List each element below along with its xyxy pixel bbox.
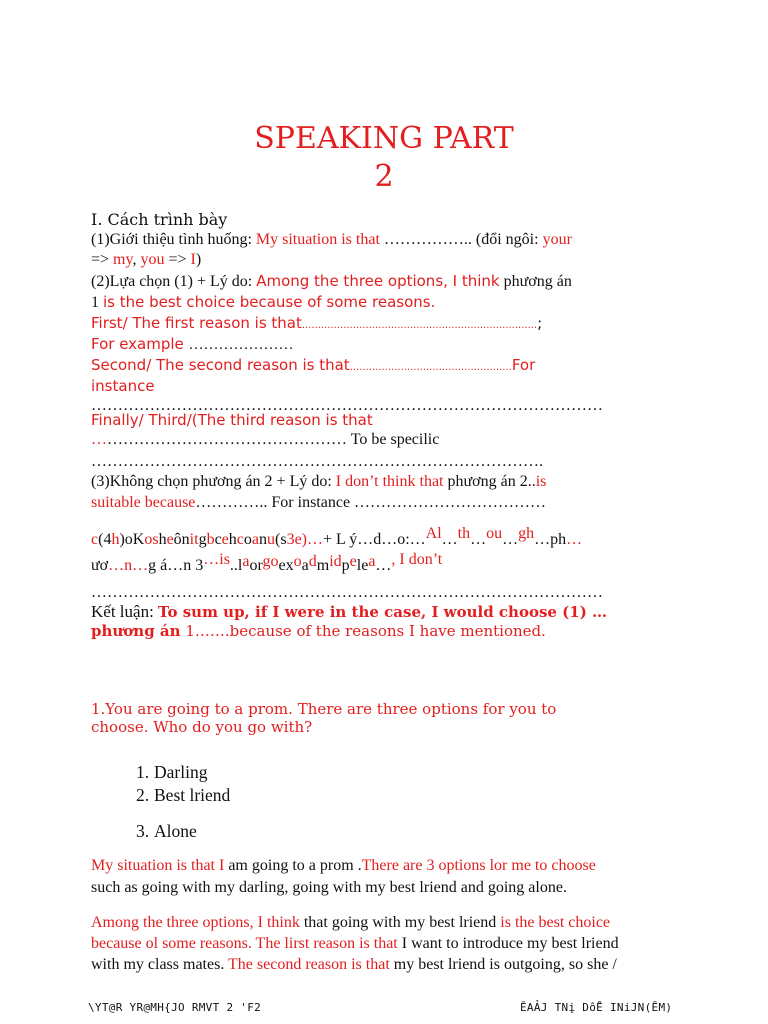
line-3 (91, 271, 572, 292)
red-text: Among the three options, I think (91, 914, 300, 931)
red-text: I don’t think that (335, 473, 444, 490)
glyph: it (189, 531, 199, 548)
glyph: h (158, 531, 167, 548)
glyph: th (457, 525, 471, 542)
glyph: u (267, 531, 275, 548)
page-title: SPEAKING PART (254, 121, 514, 156)
text: with my class mates. (91, 956, 229, 973)
glyph: o (243, 531, 252, 548)
list-item (136, 820, 197, 842)
text: 1 (91, 294, 103, 311)
line-8: instance (91, 377, 155, 395)
text: phương án (499, 273, 572, 290)
red-text: your (542, 231, 572, 248)
text: Không chọn phương án 2 + Lý do: (109, 473, 336, 490)
red-text: For example (91, 335, 189, 353)
text: ) (195, 251, 202, 268)
answer-line-2: such as going with my darling, going with my best lriend and going alone. (91, 879, 567, 896)
red-text: … (91, 431, 107, 448)
glyph: e (221, 531, 229, 548)
red-text: that (351, 231, 380, 248)
line-12: …………………………………………………………………………. (91, 453, 543, 470)
red-text: is the best choice (500, 914, 611, 931)
glyph: m (316, 557, 330, 574)
line-17 (91, 621, 546, 642)
red-text: phương án (91, 622, 181, 640)
glyph: a (251, 531, 259, 548)
red-text: My situation is that I (91, 857, 225, 874)
glyph: ươ (91, 557, 109, 574)
glyph: os (144, 531, 159, 548)
page-title-part-number: 2 (374, 159, 394, 194)
garbled-line-2 (91, 551, 443, 576)
text: am going to a prom . (224, 857, 362, 874)
list-num: 2. (136, 785, 150, 805)
text: phương án 2.. (443, 473, 536, 490)
glyph: n (259, 531, 267, 548)
answer-line-3 (91, 913, 610, 933)
num: (2) (91, 273, 110, 290)
glyph: , I don’t (391, 551, 443, 568)
red-text: There are 3 options lor me to choose (361, 857, 596, 874)
line-6 (91, 334, 294, 355)
line-4 (91, 292, 435, 313)
red-text: is (535, 473, 547, 490)
glyph: e (294, 531, 302, 548)
line-15: …………………………………………………………………………………… (91, 584, 603, 601)
glyph: g á…n 3 (148, 557, 204, 574)
glyph: o (293, 553, 302, 570)
text: ………….. For instance ……………………………… (195, 494, 547, 511)
red-text: you (140, 251, 165, 268)
glyph: …ph (534, 531, 567, 548)
glyph: a (242, 553, 250, 570)
line-1 (91, 230, 572, 250)
line-2 (91, 250, 201, 270)
glyph: gh (518, 525, 535, 542)
answer-line-5 (91, 955, 617, 975)
line-7 (91, 355, 535, 378)
glyph: …n… (108, 557, 149, 574)
list-num: 1. (136, 762, 150, 782)
list-text: Darling (154, 762, 208, 782)
glyph: … (566, 531, 583, 548)
glyph: c (91, 531, 99, 548)
dots: .......................................................................... (301, 320, 538, 331)
red-text: Second/ The second reason is that (91, 356, 350, 374)
dots: ................................................... (349, 362, 512, 373)
text: that going with my best lriend (299, 914, 501, 931)
text: ……………………………………… To be specilic (107, 431, 440, 448)
glyph: … (502, 531, 519, 548)
glyph: d (308, 553, 317, 570)
glyph: h (111, 531, 120, 548)
glyph: e (166, 531, 174, 548)
line-13 (91, 472, 546, 492)
glyph: (s (275, 531, 287, 548)
glyph: b (206, 531, 215, 548)
text: …………….. (đổi ngôi: (379, 231, 543, 248)
red-text: suitable because (91, 494, 196, 511)
list-item (136, 761, 207, 783)
glyph: p (341, 557, 350, 574)
list-item (136, 784, 230, 806)
num: (3) (91, 473, 110, 490)
glyph: + L ý…d…o:… (323, 531, 426, 548)
line-14 (91, 493, 546, 513)
glyph: … (470, 531, 487, 548)
text: ; (537, 314, 543, 332)
red-text: I (190, 251, 196, 268)
glyph: ôn (173, 531, 190, 548)
list-num: 3. (136, 821, 150, 841)
glyph: g (198, 531, 207, 548)
red-text: To sum up, if I were in the case, I would choose (1) … (158, 603, 608, 621)
red-text: Among the three options, I think (256, 272, 500, 290)
answer-line-4 (91, 934, 619, 954)
text: my best lriend is outgoing, so she / (389, 956, 617, 973)
text: => (91, 251, 114, 268)
glyph: ou (486, 525, 503, 542)
num: (1) (91, 231, 110, 248)
footer-right: ĒAẢJ TNį DỗĒ INiJN(ĒM) (520, 1001, 673, 1014)
glyph: … (441, 531, 458, 548)
line-9: …………………………………………………………………………………… (91, 397, 603, 414)
text: Lựa chọn (1) + Lý do: (109, 273, 257, 290)
line-5 (91, 313, 542, 336)
glyph: h (228, 531, 237, 548)
line-16 (91, 602, 607, 622)
glyph: id (329, 553, 342, 570)
glyph: a (301, 557, 309, 574)
glyph: …is (203, 551, 230, 568)
glyph: c (214, 531, 222, 548)
glyph: a (368, 553, 376, 570)
dots: ………………… (188, 337, 294, 353)
footer-left: \YT@R YR@MH{JO RMVT 2 'F2 (88, 1001, 262, 1014)
text: Giới thiệu tình huống: (109, 231, 256, 248)
list-text: Alone (154, 821, 197, 841)
glyph: Al (425, 525, 442, 542)
glyph: )… (301, 531, 323, 548)
glyph: K (132, 531, 145, 548)
text: => (164, 251, 191, 268)
red-text: because ol some reasons. The lirst reason is that (91, 935, 398, 952)
line-10: Finally/ Third/(The third reason is that (91, 411, 373, 429)
glyph: (4 (98, 531, 112, 548)
red-text: is the best choice because of some reasons. (103, 293, 436, 311)
red-text: 1…….because of the reasons I have mentioned. (180, 622, 546, 640)
red-text: my (113, 251, 133, 268)
red-text: For (511, 356, 536, 374)
red-text: The second reason is that (228, 956, 390, 973)
text: I want to introduce my best lriend (397, 935, 619, 952)
garbled-line-1 (91, 525, 583, 550)
text: Kết luận: (91, 602, 159, 621)
glyph: … (375, 557, 392, 574)
list-text: Best lriend (154, 785, 231, 805)
glyph: c (236, 531, 244, 548)
red-text: My situation is (255, 231, 352, 248)
red-text: First/ The first reason is that (91, 314, 302, 332)
question-line-1: 1.You are going to a prom. There are three options for you to (91, 700, 557, 718)
glyph: go (262, 553, 279, 570)
glyph: e (349, 553, 357, 570)
section-heading: I. Cách trình bày (91, 210, 228, 229)
glyph: le (356, 557, 369, 574)
answer-line-1 (91, 856, 596, 876)
glyph: 3 (286, 531, 295, 548)
glyph: or (249, 557, 263, 574)
glyph: )o (119, 531, 133, 548)
glyph: ..l (229, 557, 243, 574)
line-11 (91, 430, 439, 450)
glyph: ex (278, 557, 294, 574)
question-line-2: choose. Who do you go with? (91, 718, 313, 736)
text: , (132, 251, 141, 268)
